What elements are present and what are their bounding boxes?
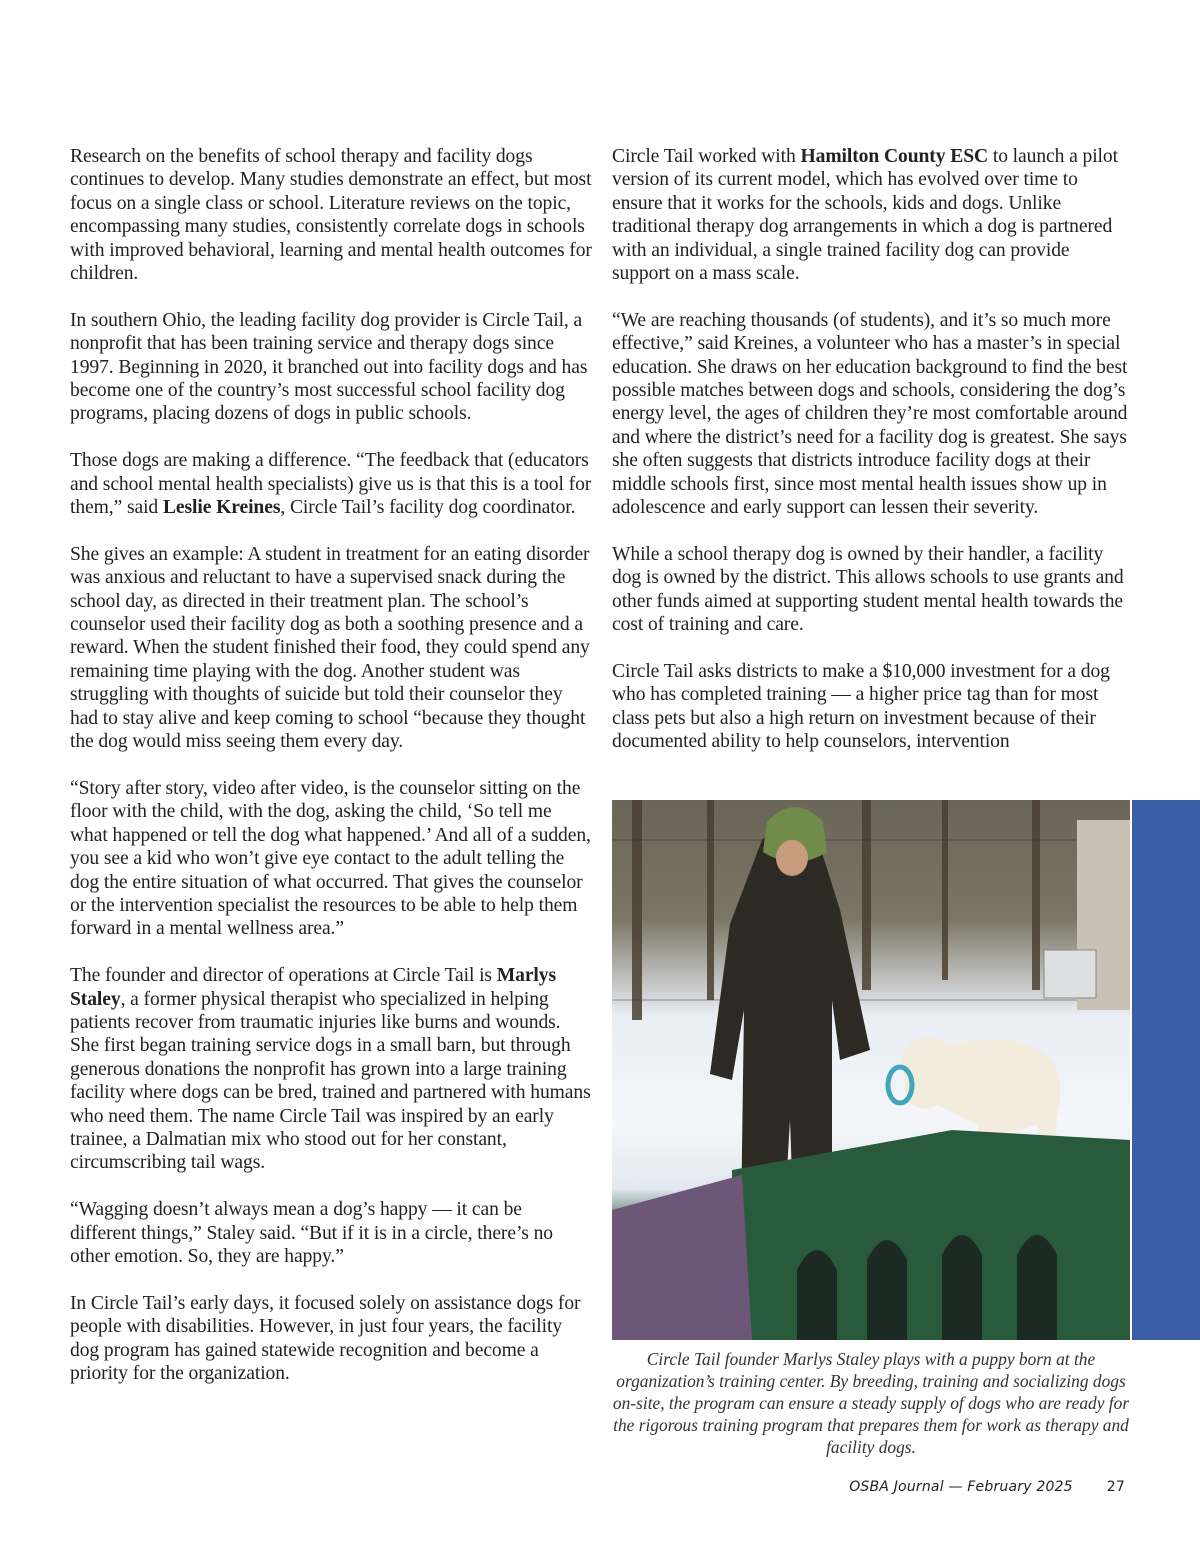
left-paragraph-2: In southern Ohio, the leading facility dog provider is Circle Tail, a nonprofit that has been training service and therapy dogs since 1997. Beginning in 2020, it branched out into facility dogs and has become one of the country’s most successful school facility dog programs, placing dozens of dogs in public schools. [70, 309, 588, 425]
right-paragraph-4: Circle Tail asks districts to make a $10,000 investment for a dog who has completed training — a higher price tag than for most class pets but also a high return on investment because of their documented ability to help counselors, intervention [612, 660, 1110, 753]
left-paragraph-3 [70, 449, 592, 519]
org-name-hamilton: Hamilton County ESC [800, 146, 989, 167]
right-paragraph-1 [612, 145, 1130, 285]
left-paragraph-1: Research on the benefits of school therapy and facility dogs continues to develop. Many studies demonstrate an effect, but most focus on a single class or school. Literature reviews on the topic, encompassing many studies, consistently correlate dogs in schools with improved behavioral, learning and mental health outcomes for children. [70, 146, 592, 285]
paragraph-text: to launch a pilot version of its current model, which has evolved over time to ensure that it works for the schools, kids and dogs. Unlike traditional therapy dog arrangements in which a dog is partnered with an individual, a single trained facility dog can provide support on a mass scale. [612, 146, 1118, 285]
paragraph-text: , a former physical therapist who specialized in helping patients recover from traumatic injuries like burns and wounds. She first began training service dogs in a small barn, but through generous donations the nonprofit has grown into a large training facility where dogs can be bred, trained and partnered with humans who need them. The name Circle Tail was inspired by an early trainee, a Dalmatian mix who stood out for her constant, circumscribing tail wags. [70, 988, 591, 1174]
photo-staley-with-puppy [612, 800, 1130, 1340]
left-paragraph-8: In Circle Tail’s early days, it focused solely on assistance dogs for people with disabilities. However, in just four years, the facility dog program has gained statewide recognition and become a priority for the organization. [70, 1292, 581, 1385]
paragraph-text: Circle Tail worked with [612, 146, 801, 167]
paragraph-text: The founder and director of operations at Circle Tail is [70, 965, 497, 987]
right-paragraph-3: While a school therapy dog is owned by their handler, a facility dog is owned by the district. This allows schools to use grants and other funds aimed at supporting student mental health towards the cost of training and care. [612, 543, 1124, 636]
left-paragraph-4: She gives an example: A student in treatment for an eating disorder was anxious and reluctant to have a supervised snack during the school day, as directed in their treatment plan. The school’s counselor used their facility dog as both a soothing presence and a reward. When the student finished their food, they could spend any remaining time playing with the dog. Another student was struggling with thoughts of suicide but told their counselor they had to stay alive and keep coming to school “because they thought the dog would miss seeing them every day. [70, 543, 590, 753]
person-name-kreines: Leslie Kreines [162, 497, 281, 519]
person-name-staley: Marlys Staley [70, 965, 557, 1010]
photo-caption: Circle Tail founder Marlys Staley plays with a puppy born at the organization’s training center. By breeding, training and socializing dogs on-site, the program can ensure a steady supply of dogs who are ready for the rigorous training program that prepares them for work as therapy and facility dogs. [612, 1349, 1130, 1457]
paragraph-text: Those dogs are making a difference. “The feedback that (educators and school mental health specialists) give us is that this is a tool for them,” said [70, 450, 592, 519]
left-paragraph-5: “Story after story, video after video, is the counselor sitting on the floor with the child, with the dog, asking the child, ‘So tell me what happened or tell the dog what happened.’ And all of a sudden, you see a kid who won’t give eye contact to the adult telling the dog the entire situation of what occurred. That gives the counselor or the intervention specialist the resources to be able to help them forward in a mental wellness area.” [70, 777, 591, 940]
right-column [612, 145, 1130, 777]
right-paragraph-2: “We are reaching thousands (of students), and it’s so much more effective,” said Kreines, a volunteer who has a master’s in special education. She draws on her education background to find the best possible matches between dogs and schools, considering the dog’s energy level, the ages of children they’re most comfortable around and where the district’s need for a facility dog is greatest. She says she often suggests that districts introduce facility dogs at their middle schools first, since most mental health issues show up in adolescence and early support can lessen their severity. [612, 309, 1128, 519]
left-paragraph-6 [70, 964, 592, 1175]
accent-band [1132, 800, 1200, 1340]
paragraph-text: , Circle Tail’s facility dog coordinator. [280, 497, 576, 519]
left-paragraph-7: “Wagging doesn’t always mean a dog’s happy — it can be different things,” Staley said. “But if it is in a circle, there’s no other emotion. So, they are happy.” [70, 1199, 554, 1267]
page-footer [849, 1479, 1125, 1495]
photo-illustration [612, 800, 1130, 1340]
left-column [70, 145, 592, 1409]
page-number: 27 [1106, 1479, 1125, 1495]
publication-line: OSBA Journal — February 2025 [849, 1479, 1073, 1495]
